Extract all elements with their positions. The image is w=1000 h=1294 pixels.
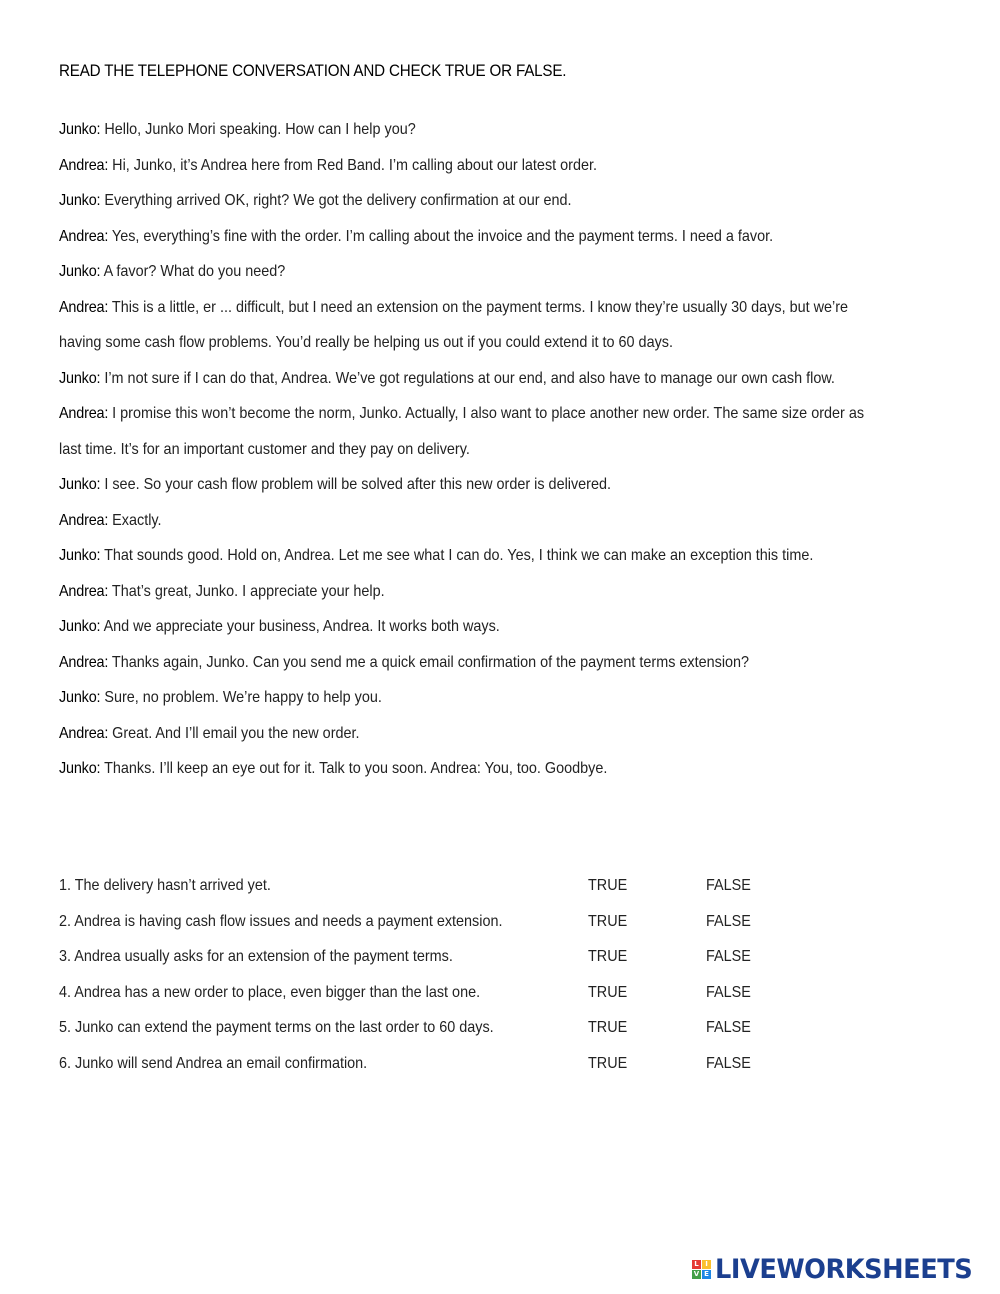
- dialogue-line: [59, 538, 869, 574]
- speaker-name: Junko:: [59, 369, 101, 387]
- question-row: [59, 975, 819, 1011]
- page-title: READ THE TELEPHONE CONVERSATION AND CHECK TRUE OR FALSE.: [59, 62, 567, 80]
- dialogue-text: Yes, everything’s fine with the order. I’m calling about the invoice and the payment terms. I need a favor.: [108, 227, 774, 245]
- speaker-name: Junko:: [59, 121, 101, 138]
- true-false-questions: [59, 868, 819, 1081]
- dialogue-line: [59, 361, 869, 397]
- dialogue-text: Great. And I’ll email you the new order.: [108, 724, 360, 742]
- true-option[interactable]: TRUE: [588, 948, 628, 965]
- question-text: 6. Junko will send Andrea an email confirmation.: [59, 1054, 368, 1072]
- logo-text: LIVEWORKSHEETS: [715, 1253, 973, 1285]
- speaker-name: Andrea:: [59, 227, 109, 245]
- speaker-name: Junko:: [59, 689, 101, 706]
- logo-block: E: [702, 1270, 711, 1279]
- dialogue-line: [59, 751, 869, 787]
- false-option[interactable]: FALSE: [706, 1019, 751, 1036]
- true-option[interactable]: TRUE: [588, 1054, 628, 1072]
- false-option[interactable]: FALSE: [706, 983, 751, 1001]
- question-row: [59, 1010, 819, 1046]
- question-text: 1. The delivery hasn’t arrived yet.: [59, 877, 271, 894]
- question-text: 3. Andrea usually asks for an extension of the payment terms.: [59, 948, 453, 965]
- logo-block: I: [702, 1260, 711, 1269]
- dialogue-line: [59, 716, 869, 752]
- true-option[interactable]: TRUE: [588, 983, 628, 1001]
- false-option[interactable]: FALSE: [706, 948, 751, 965]
- logo-block: V: [693, 1269, 700, 1278]
- dialogue-line: [59, 325, 869, 361]
- question-text: 2. Andrea is having cash flow issues and needs a payment extension.: [59, 912, 503, 930]
- speaker-name: Junko:: [59, 618, 101, 635]
- dialogue-text: And we appreciate your business, Andrea. It works both ways.: [100, 618, 500, 635]
- dialogue-line: [59, 574, 869, 610]
- dialogue-text: I see. So your cash flow problem will be solved after this new order is delivered.: [100, 476, 611, 493]
- question-text: 4. Andrea has a new order to place, even bigger than the last one.: [59, 983, 481, 1001]
- dialogue-line: [59, 432, 869, 468]
- speaker-name: Andrea:: [59, 156, 109, 174]
- dialogue-text: Hi, Junko, it’s Andrea here from Red Band. I’m calling about our latest order.: [108, 156, 597, 174]
- speaker-name: Junko:: [59, 263, 101, 280]
- dialogue-line: [59, 396, 869, 432]
- false-option[interactable]: FALSE: [706, 912, 751, 930]
- dialogue-text: Sure, no problem. We’re happy to help you.: [100, 689, 382, 706]
- false-option[interactable]: FALSE: [706, 1054, 751, 1072]
- dialogue-text: Hello, Junko Mori speaking. How can I help you?: [100, 121, 416, 138]
- speaker-name: Junko:: [59, 192, 101, 209]
- speaker-name: Junko:: [59, 760, 101, 777]
- logo-block: L: [692, 1260, 701, 1269]
- dialogue-text: This is a little, er ... difficult, but I need an extension on the payment terms. I know they’re usually 30 days, but we’re: [108, 298, 849, 316]
- dialogue-text: Thanks. I’ll keep an eye out for it. Talk to you soon. Andrea: You, too. Goodbye.: [100, 760, 608, 777]
- dialogue-line: [59, 219, 869, 255]
- speaker-name: Junko:: [59, 476, 101, 493]
- false-option[interactable]: FALSE: [706, 877, 751, 894]
- dialogue-text: That sounds good. Hold on, Andrea. Let me see what I can do. Yes, I think we can make an exception this time.: [100, 547, 814, 564]
- liveworksheets-logo: [692, 1252, 986, 1286]
- dialogue-text: I promise this won’t become the norm, Junko. Actually, I also want to place another new order. The same size order as: [108, 405, 865, 422]
- dialogue-text: A favor? What do you need?: [100, 263, 286, 280]
- speaker-name: Junko:: [59, 547, 101, 564]
- question-row: [59, 868, 819, 904]
- speaker-name: Andrea:: [59, 405, 109, 422]
- dialogue-line: [59, 148, 869, 184]
- dialogue-line: [59, 680, 869, 716]
- logo-blocks-icon: [692, 1260, 711, 1279]
- dialogue-text: last time. It’s for an important customer and they pay on delivery.: [59, 440, 470, 458]
- question-row: [59, 939, 819, 975]
- dialogue-line: [59, 183, 869, 219]
- dialogue: [59, 112, 959, 787]
- question-row: [59, 904, 819, 940]
- question-row: [59, 1046, 819, 1082]
- dialogue-text: I’m not sure if I can do that, Andrea. We’ve got regulations at our end, and also have to manage our own cash flow.: [100, 369, 835, 387]
- speaker-name: Andrea:: [59, 511, 109, 529]
- dialogue-text: having some cash flow problems. You’d really be helping us out if you could extend it to 60 days.: [59, 334, 673, 351]
- dialogue-text: That’s great, Junko. I appreciate your help.: [108, 582, 385, 600]
- speaker-name: Andrea:: [59, 724, 109, 742]
- true-option[interactable]: TRUE: [588, 1019, 628, 1036]
- dialogue-text: Exactly.: [108, 511, 162, 529]
- true-option[interactable]: TRUE: [588, 912, 628, 930]
- dialogue-line: [59, 467, 869, 503]
- dialogue-line: [59, 609, 869, 645]
- dialogue-line: [59, 503, 869, 539]
- dialogue-line: [59, 290, 869, 326]
- true-option[interactable]: TRUE: [588, 877, 628, 894]
- dialogue-text: Everything arrived OK, right? We got the delivery confirmation at our end.: [100, 192, 572, 209]
- dialogue-text: Thanks again, Junko. Can you send me a quick email confirmation of the payment terms extension?: [108, 653, 750, 671]
- speaker-name: Andrea:: [59, 582, 109, 600]
- question-text: 5. Junko can extend the payment terms on the last order to 60 days.: [59, 1019, 494, 1036]
- dialogue-line: [59, 645, 869, 681]
- dialogue-line: [59, 112, 869, 148]
- dialogue-line: [59, 254, 869, 290]
- speaker-name: Andrea:: [59, 653, 109, 671]
- speaker-name: Andrea:: [59, 298, 109, 316]
